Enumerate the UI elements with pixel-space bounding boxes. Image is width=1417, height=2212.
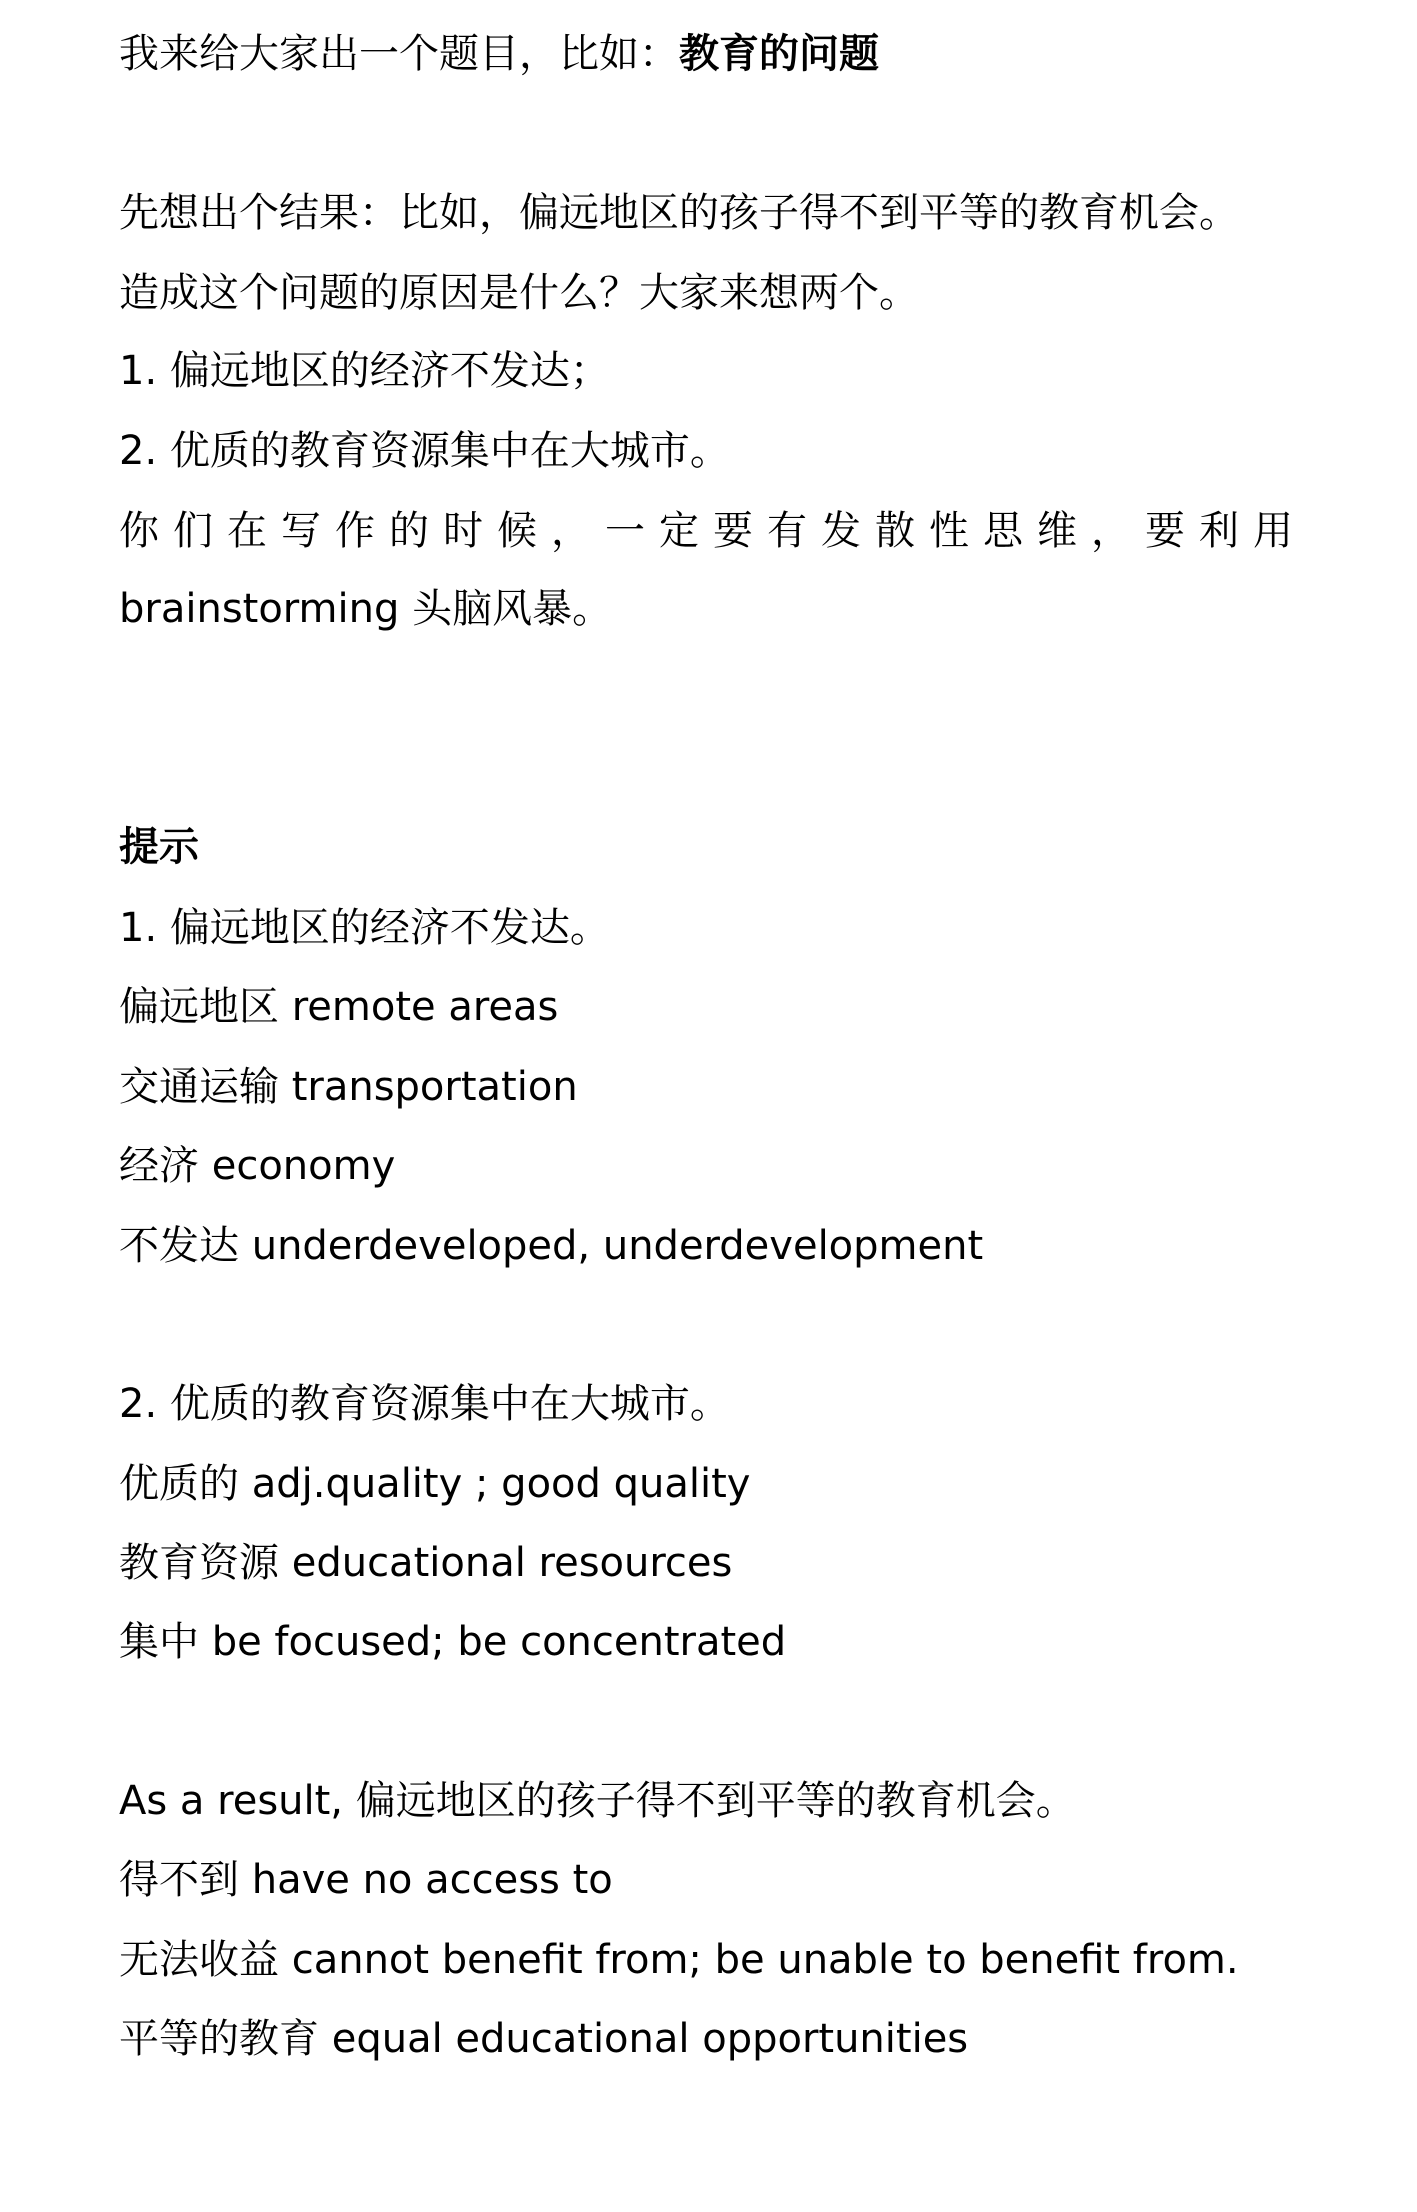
- hint-line: 1. 偏远地区的经济不发达。: [119, 905, 610, 951]
- hint-line: 得不到 have no access to: [119, 1857, 613, 1903]
- hint-line: 偏远地区 remote areas: [119, 984, 559, 1030]
- intro-prefix: 我来给大家出一个题目，比如：: [119, 31, 679, 77]
- hint-line: 优质的 adj.quality ; good quality: [119, 1461, 751, 1507]
- intro-topic: 教育的问题: [679, 31, 879, 77]
- hint-line: 经济 economy: [119, 1143, 396, 1189]
- hint-line: 无法收益 cannot benefit from; be unable to benefit from.: [119, 1937, 1239, 1983]
- hint-line: 2. 优质的教育资源集中在大城市。: [119, 1381, 730, 1427]
- hint-line: 不发达 underdeveloped, underdevelopment: [119, 1223, 984, 1269]
- body-line: 先想出个结果：比如，偏远地区的孩子得不到平等的教育机会。: [119, 190, 1239, 236]
- body-line: 2. 优质的教育资源集中在大城市。: [119, 428, 730, 474]
- hint-line: 集中 be focused; be concentrated: [119, 1619, 787, 1665]
- hint-line: As a result, 偏远地区的孩子得不到平等的教育机会。: [119, 1778, 1076, 1824]
- hint-line: 平等的教育 equal educational opportunities: [119, 2016, 969, 2062]
- hint-line: 教育资源 educational resources: [119, 1540, 733, 1586]
- body-line: 造成这个问题的原因是什么？大家来想两个。: [119, 270, 919, 316]
- body-line: brainstorming 头脑风暴。: [119, 586, 613, 632]
- hint-title: 提示: [119, 824, 199, 870]
- body-line: 1. 偏远地区的经济不发达；: [119, 348, 610, 394]
- body-line: 你们在写作的时候，一定要有发散性思维，要利用: [119, 508, 1307, 554]
- intro-line: [119, 24, 879, 84]
- hint-line: 交通运输 transportation: [119, 1064, 578, 1110]
